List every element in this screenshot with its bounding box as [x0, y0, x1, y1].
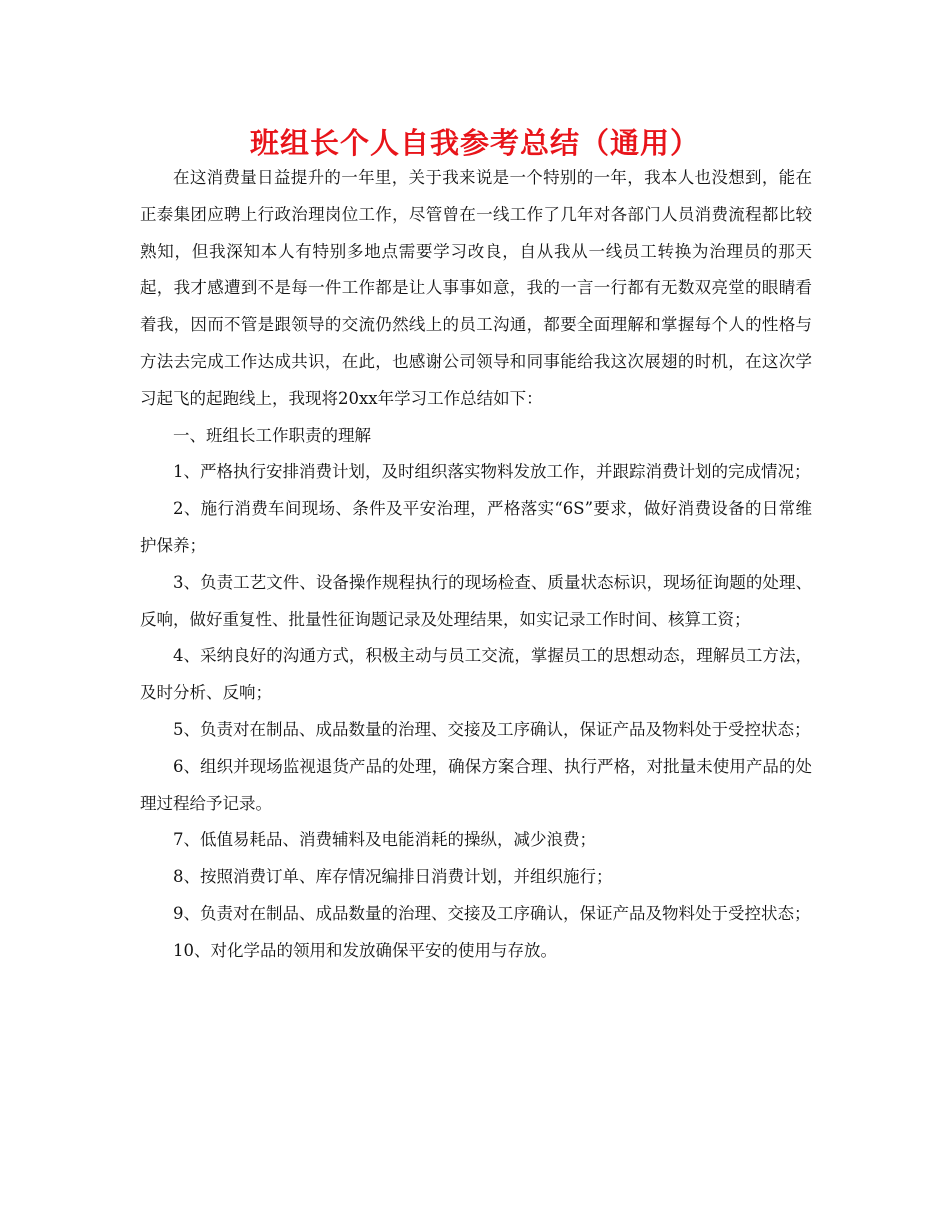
duty-item-2: 2、施行消费车间现场、条件及平安治理，严格落实“6S”要求，做好消费设备的日常维护保养； — [140, 499, 812, 555]
duty-item-1: 1、严格执行安排消费计划，及时组织落实物料发放工作，并跟踪消费计划的完成情况； — [173, 462, 811, 482]
duty-item-4: 4、采纳良好的沟通方式，积极主动与员工交流，掌握员工的思想动态，理解员工方法，及时分析、反响； — [140, 646, 812, 703]
intro-paragraph: 在这消费量日益提升的一年里，关于我来说是一个特别的一年，我本人也没想到，能在正泰集团应聘上行政治理岗位工作，尽管曾在一线工作了几年对各部门人员消费流程都比较熟知，但我深知本人有特别多地点需要学习改良，自从我从一线员工转换为治理员的那天起，我才感遭到不是每一件工作都是让人事事如意，我的一言一行都有无数双亮堂的眼睛看着我，因而不管是跟领导的交流仍然线上的员工沟通，都要全面理解和掌握每个人的性格与方法去完成工作达成共识，在此，也感谢公司领导和同事能给我这次展翅的时机，在这次学习起飞的起跑线上，我现将20xx年学习工作总结如下： — [140, 168, 812, 408]
document-title: 班组长个人自我参考总结（通用） — [249, 126, 700, 160]
duty-item-9: 9、负责对在制品、成品数量的治理、交接及工序确认，保证产品及物料处于受控状态； — [173, 903, 811, 923]
duty-item-10: 10、对化学品的领用和发放确保平安的使用与存放。 — [173, 940, 557, 960]
duty-item-8: 8、按照消费订单、库存情况编排日消费计划，并组织施行； — [173, 867, 613, 887]
section-heading: 一、班组长工作职责的理解 — [173, 425, 371, 445]
duty-item-7: 7、低值易耗品、消费辅料及电能消耗的操纵，减少浪费； — [173, 830, 596, 850]
document-body — [140, 160, 812, 970]
duty-item-3: 3、负责工艺文件、设备操作规程执行的现场检查、质量状态标识，现场征询题的处理、反响，做好重复性、批量性征询题记录及处理结果，如实记录工作时间、核算工资； — [140, 572, 812, 629]
duty-item-6: 6、组织并现场监视退货产品的处理，确保方案合理、执行严格，对批量未使用产品的处理过程给予记录。 — [140, 756, 812, 813]
duty-item-5: 5、负责对在制品、成品数量的治理、交接及工序确认，保证产品及物料处于受控状态； — [173, 719, 811, 739]
